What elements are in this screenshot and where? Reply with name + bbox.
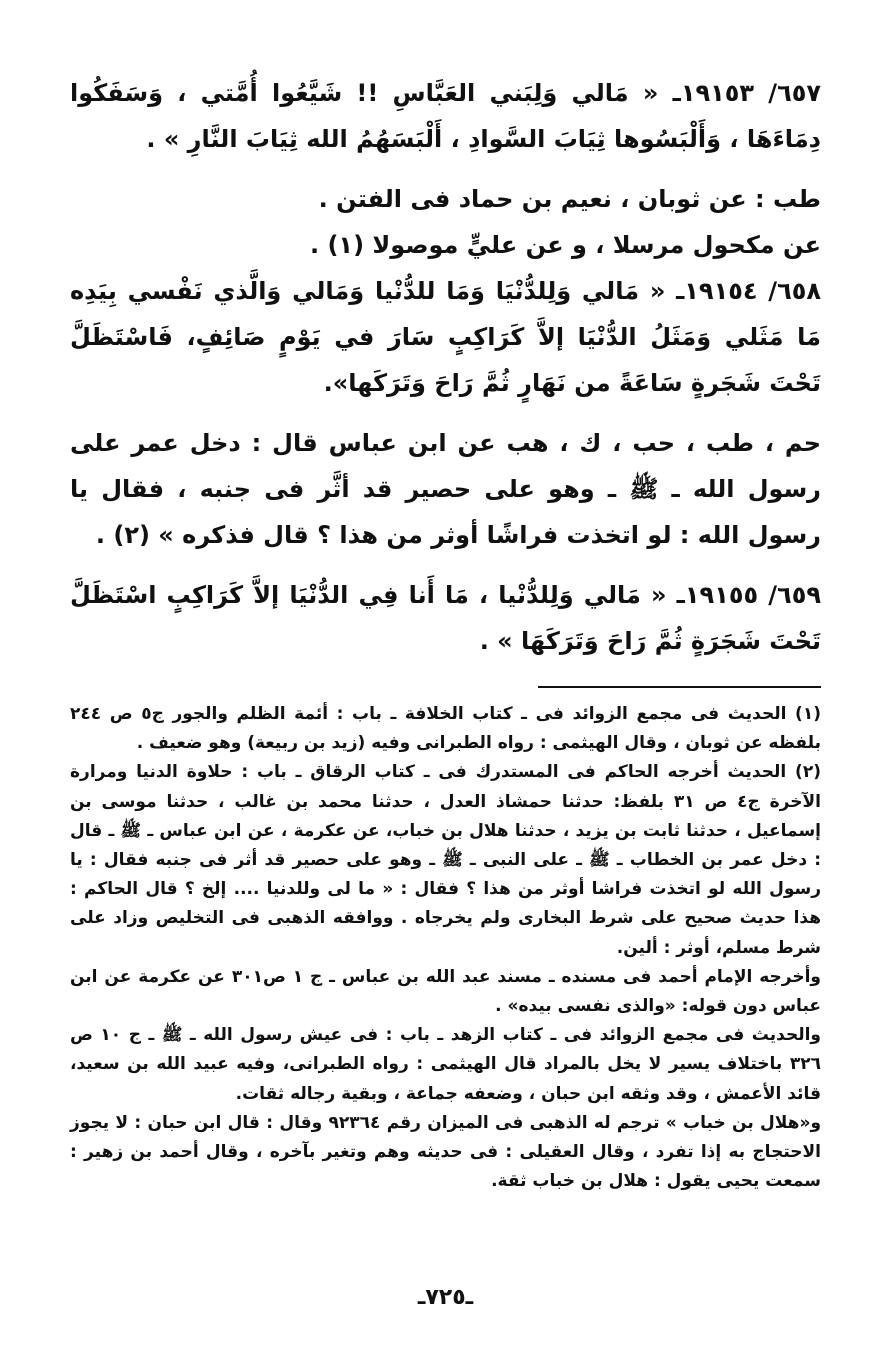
source-line: عن مكحول مرسلا ، و عن عليٍّ موصولا (١) .	[309, 231, 821, 259]
footnote-2-continuation: و«هلال بن خباب » ترجم له الذهبى فى الميزان رقم ٩٢٣٦٤ وقال : قال ابن حبان : لا يجوز الاحتجاج به إذا تفرد ، وقال العقيلى : فى حديثه وهم وتغير بآخره ، وقال أحمد بن زهير : سمعت يحيى يقول : هلال بن خباب ثقة.	[70, 1112, 822, 1192]
hadith-658: ٦٥٨/ ١٩١٥٤ـ « مَالي وَلِلدُّنْيَا وَمَا للدُّنْيا وَمَالي وَالَّذي نَفْسي بِيَدِه مَا مَثَلي وَمَثَلُ الدُّنْيَا إلاَّ كَرَاكِبٍ سَارَ في يَوْمٍ صَائِفٍ، فَاسْتَظَلَّ تَحْتَ شَجَرةٍ سَاعَةً من نَهَارٍ ثُمَّ رَاحَ وَتَرَكَها».	[70, 277, 822, 397]
footnote-2-continuation: والحديث فى مجمع الزوائد فى ـ كتاب الزهد ـ باب : فى عيش رسول الله ـ ﷺ ـ ج ١٠ ص ٣٢٦ باختلاف يسير لا يخل بالمراد قال الهيثمى : رواه الطبرانى، وفيه عبيد الله بن سعيد، قائد الأعمش ، وقد وثقه ابن حبان ، وضعفه جماعة ، وبقية رجاله ثقات.	[70, 1025, 821, 1104]
footnote-2: (٢) الحديث أخرجه الحاكم فى المستدرك فى ـ كتاب الرقاق ـ باب : حلاوة الدنيا ومرارة الآخرة ج٤ ص ٣١ بلفظ: حدثنا حمشاذ العدل ، حدثنا محمد بن غالب ، حدثنا موسى بن إسماعيل ، حدثنا ثابت بن يزيد ، حدثنا هلال بن خباب، عن عكرمة ، عن ابن عباس ـ ﷺ ـ قال : دخل عمر بن الخطاب ـ ﷺ ـ على النبى ـ ﷺ ـ وهو على حصير قد أثر فى جنبه فقال : يا رسول الله لو اتخذت فراشا أوثر من هذا ؟ فقال : « ما لى وللدنيا .... إلخ ؟ قال الحاكم : هذا حديث صحيح على شرط البخارى ولم يخرجاه . ووافقه الذهبى فى التخليص وزاد على شرط مسلم، أوثر : ألين.	[70, 762, 821, 958]
footnote-2-continuation: وأخرجه الإمام أحمد فى مسنده ـ مسند عبد الله بن عباس ـ ج ١ ص٣٠١ عن عكرمة عن ابن عباس دون قوله: «والذى نفسى بيده» .	[70, 966, 821, 1017]
footnotes	[70, 700, 821, 1196]
main-text	[70, 70, 821, 664]
page-number: ـ٧٢٥ـ	[417, 1285, 474, 1310]
hadith-659: ٦٥٩/ ١٩١٥٥ـ « مَالي وَلِلدُّنْيا ، مَا أَنا فِي الدُّنْيَا إلاَّ كَرَاكِبٍ اسْتَظَلَّ تَحْتَ شَجَرَةٍ ثُمَّ رَاحَ وَتَرَكَهَا » .	[70, 581, 821, 655]
footnote-1: (١) الحديث فى مجمع الزوائد فى ـ كتاب الخلافة ـ باب : أئمة الظلم والجور ج٥ ص ٢٤٤ بلفظه عن ثوبان ، وقال الهيثمى : رواه الطبرانى وفيه (زيد بن ربيعة) وهو ضعيف .	[70, 704, 821, 754]
hadith-657: ٦٥٧/ ١٩١٥٣ـ « مَالي وَلِبَني العَبَّاسِ !! شَيَّعُوا أُمَّتي ، وَسَفَكُوا دِمَاءَهَا ، وَأَلْبَسُوها ثِيَابَ السَّوادِ ، أَلْبَسَهُمُ الله ثِيَابَ النَّارِ » .	[70, 79, 822, 153]
source-line: طب : عن ثوبان ، نعيم بن حماد فى الفتن .	[318, 185, 821, 213]
footnote-divider	[538, 686, 821, 688]
source-line: حم ، طب ، حب ، ك ، هب عن ابن عباس قال : دخل عمر على رسول الله ـ ﷺ ـ وهو على حصير قد أثَّر فى جنبه ، فقال يا رسول الله : لو اتخذت فراشًا أوثر من هذا ؟ قال فذكره » (٢) .	[70, 429, 821, 549]
